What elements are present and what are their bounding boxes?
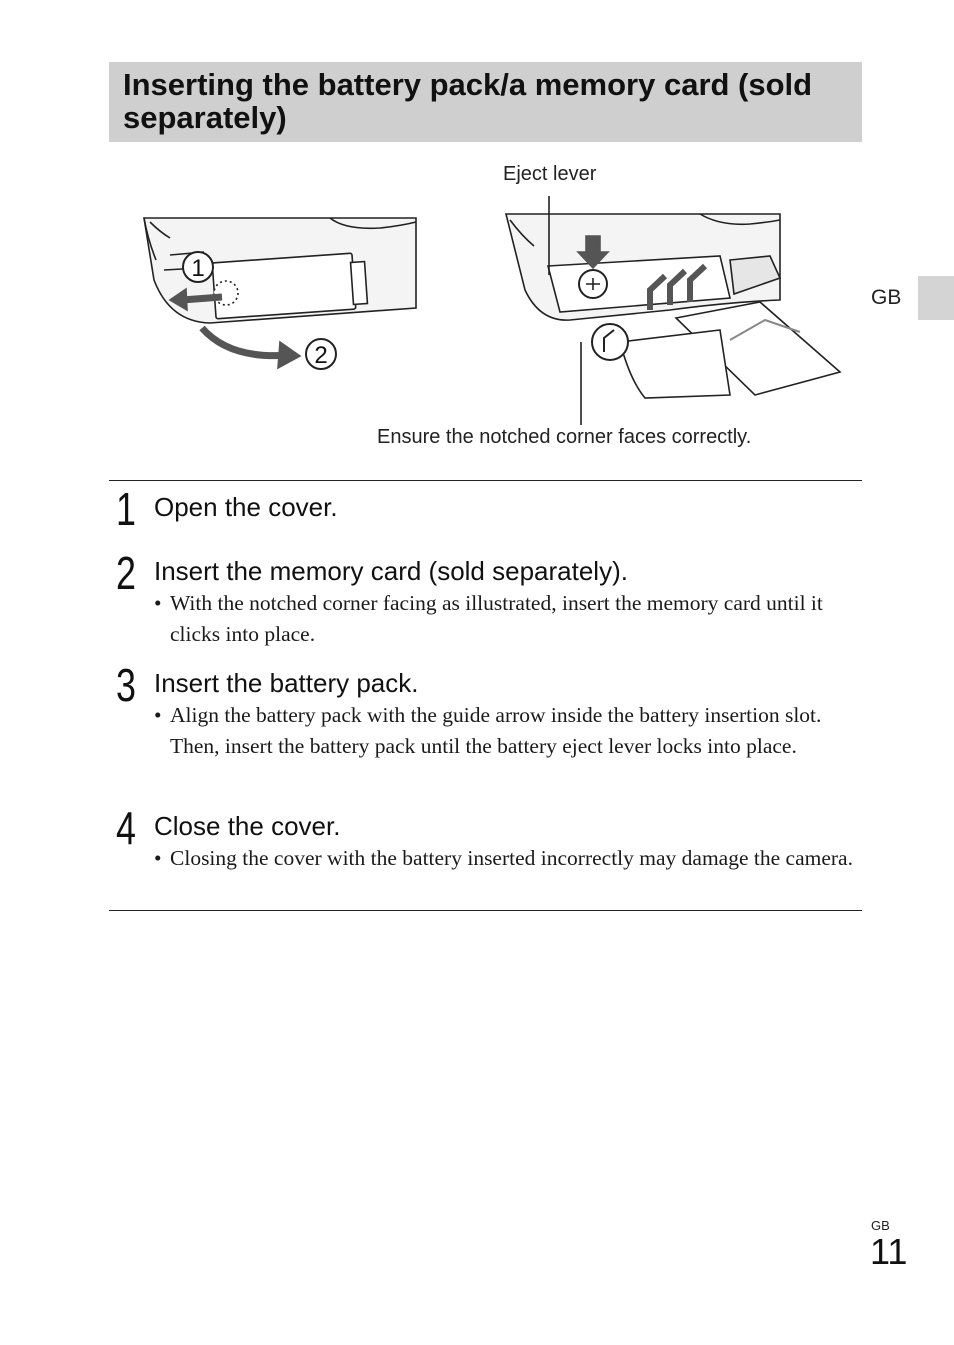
step-4-note-text: Closing the cover with the battery inserted incorrectly may damage the camera. [170, 846, 853, 870]
step-4-title: Close the cover. [154, 811, 341, 841]
section-header [109, 62, 862, 142]
callout-label-2: 2 [314, 342, 328, 369]
step-4-note [154, 843, 854, 874]
bullet: • [154, 846, 162, 870]
eject-lever-label: Eject lever [503, 163, 597, 185]
step-1-title: Open the cover. [154, 492, 338, 522]
step-4-number: 4 [116, 802, 136, 854]
page-title: Inserting the battery pack/a memory card (sold separately) [123, 67, 813, 135]
footer-language-label: GB [871, 1218, 890, 1233]
page-number: 11 [870, 1231, 908, 1272]
notched-corner-label: Ensure the notched corner faces correctly. [377, 426, 752, 448]
steps-bottom-rule [109, 910, 862, 911]
camera-left-illustration [144, 218, 416, 368]
bullet: • [154, 591, 162, 615]
step-2-title: Insert the memory card (sold separately). [154, 556, 628, 586]
step-2-number: 2 [116, 547, 136, 599]
side-language-label: GB [871, 286, 902, 309]
camera-right-illustration [506, 214, 840, 398]
step-3-number: 3 [116, 659, 136, 711]
step-2-note-text: With the notched corner facing as illustrated, insert the memory card until it clicks into place. [170, 591, 823, 646]
step-3-note-text: Align the battery pack with the guide arrow inside the battery insertion slot. Then, insert the battery pack until the battery eject lever locks into place. [170, 703, 822, 758]
callout-label-1: 1 [191, 255, 205, 282]
step-1-number: 1 [116, 483, 136, 535]
step-3-note [154, 700, 854, 761]
steps-top-rule [109, 480, 862, 481]
bullet: • [154, 703, 162, 727]
battery-insertion-illustration [130, 160, 860, 460]
step-2-note [154, 588, 854, 649]
step-3-title: Insert the battery pack. [154, 668, 419, 698]
side-tab [918, 276, 954, 320]
illustration-svg [130, 160, 860, 460]
